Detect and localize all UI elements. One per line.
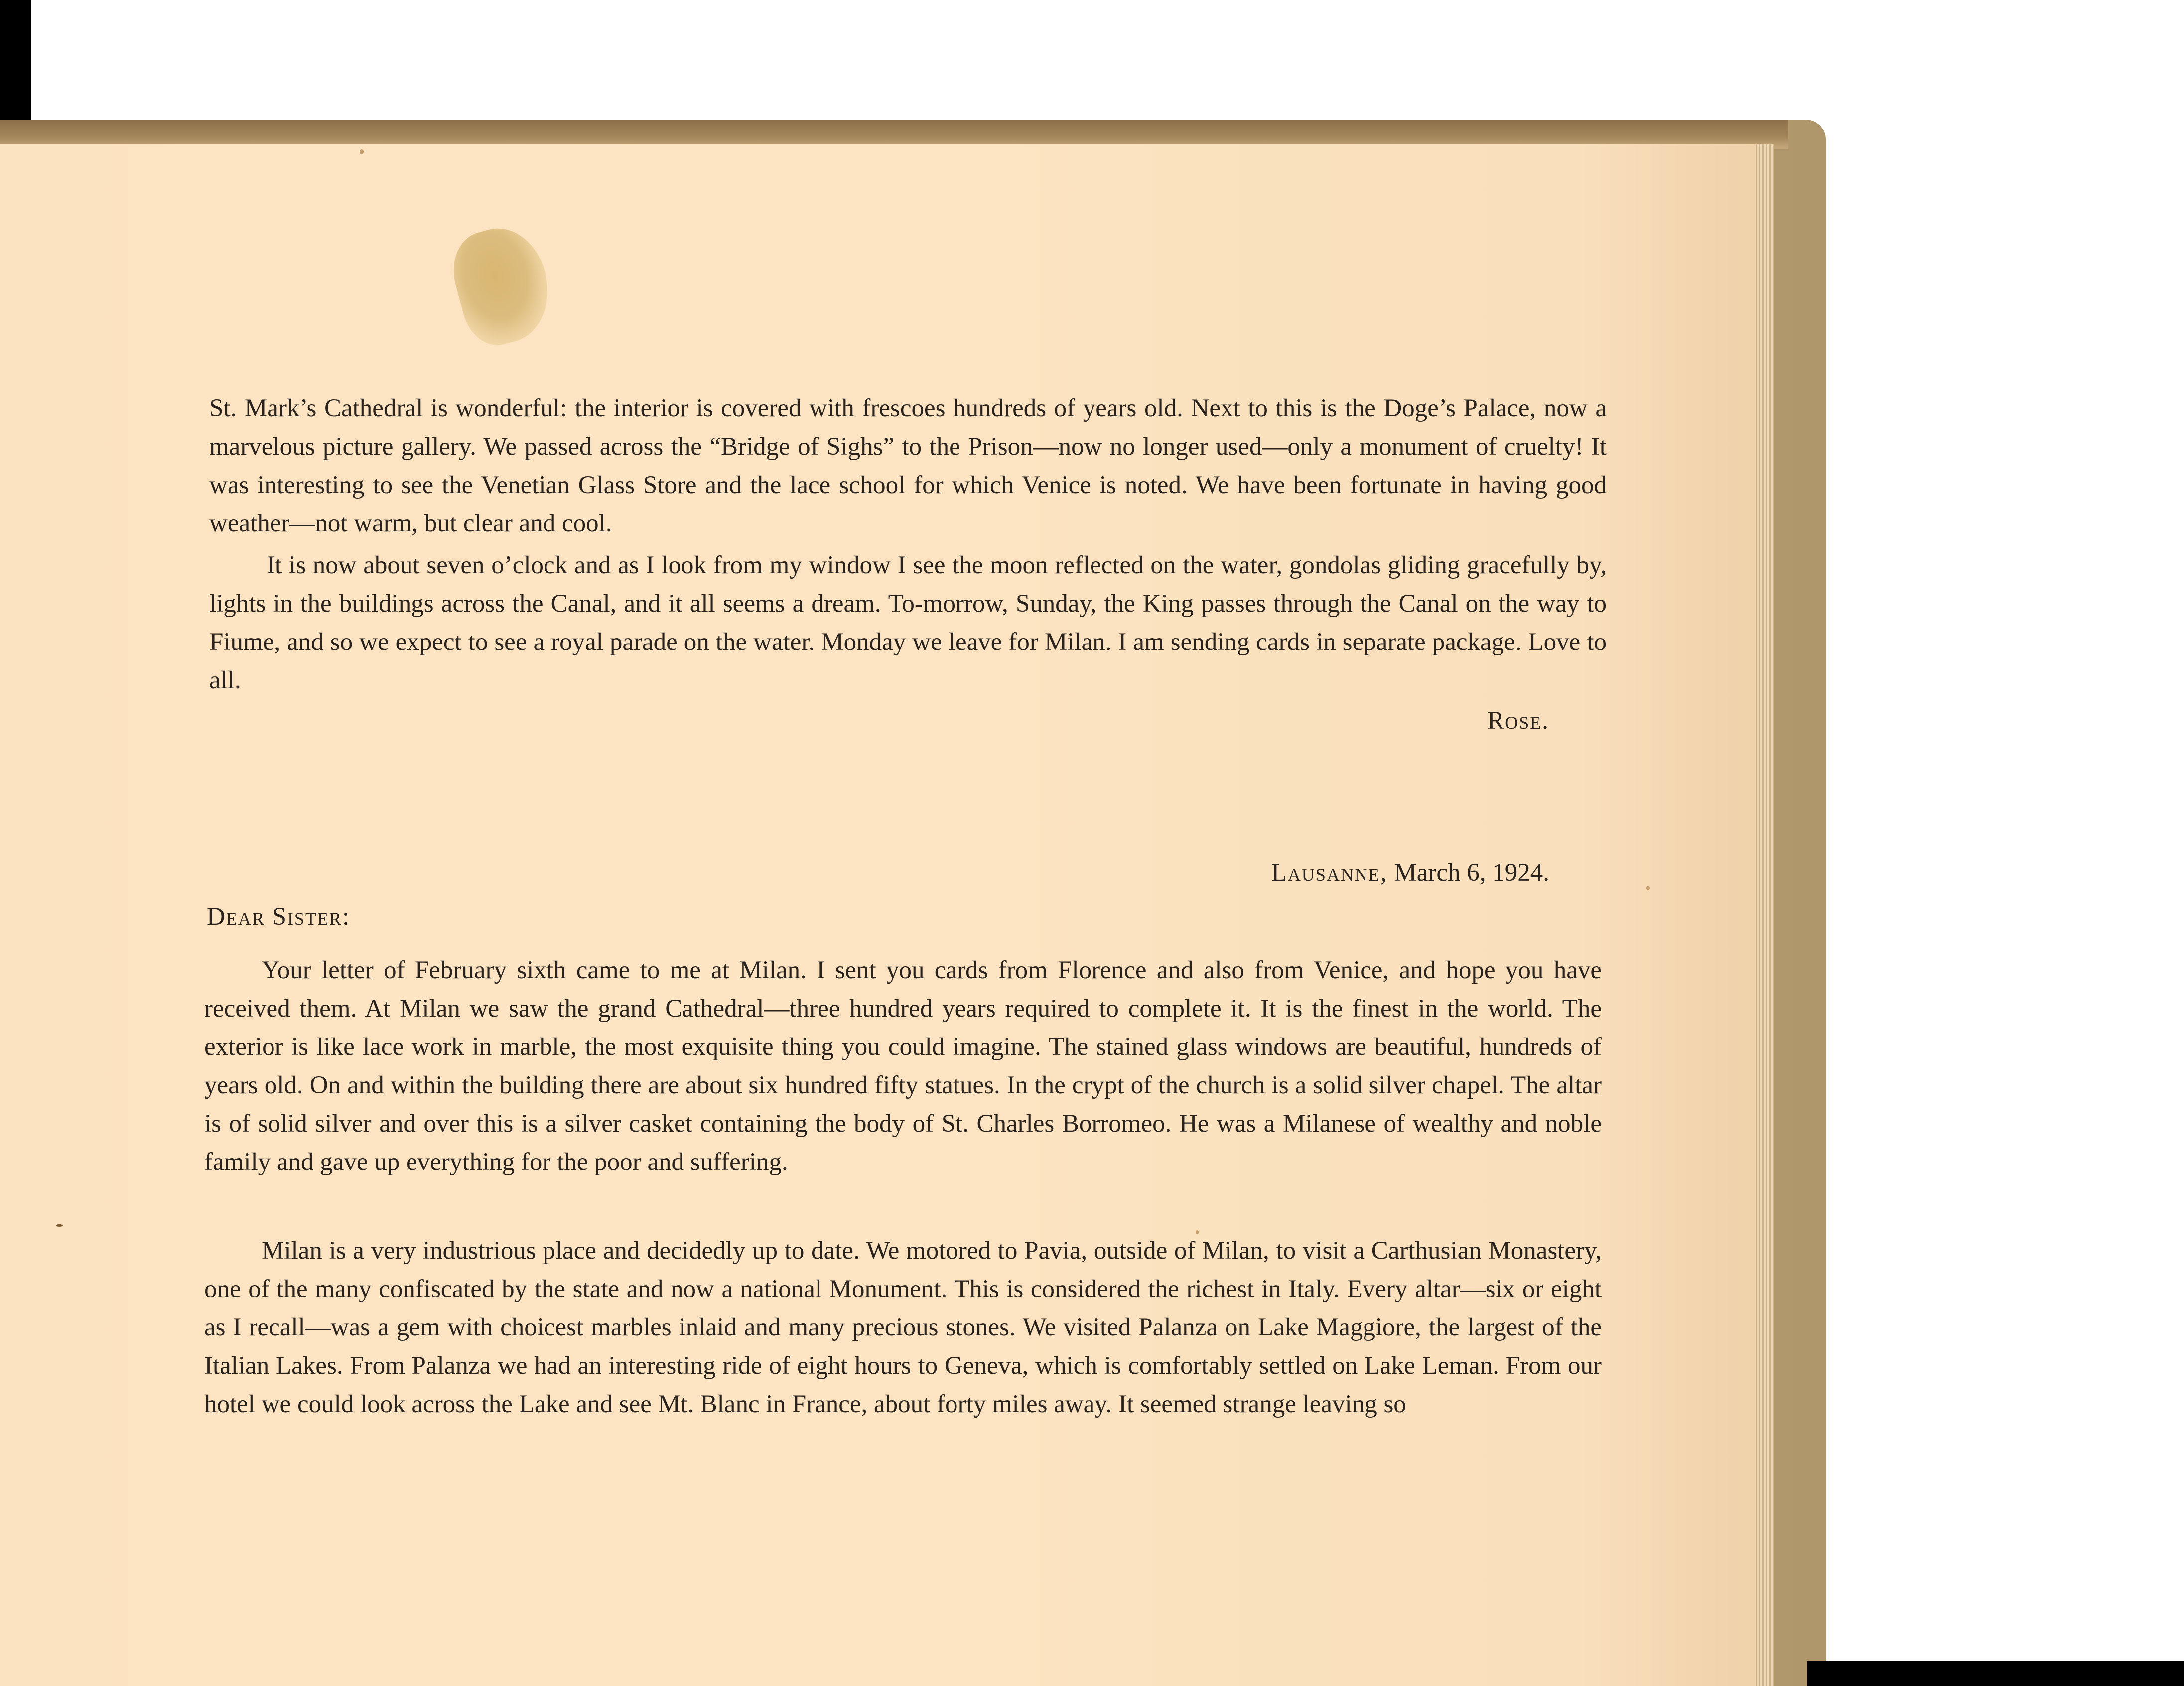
dateline-place: Lausanne, <box>1271 859 1388 887</box>
letter-2-paragraph-1 <box>204 951 1602 1181</box>
paper-speck <box>360 149 364 154</box>
salutation: Dear Sister: <box>207 903 351 931</box>
paragraph-text: It is now about seven o’clock and as I look from my window I see the moon reflected on the water, gondolas gliding gracefully by, lights in the buildings across the Canal, and it all seems a dream. To-morrow, Sunday, the King passes through the Canal on the way to Fiume, and so we expect to see a royal parade on the water. Monday we leave for Milan. I am sending cards in separate package. Love to all. <box>209 551 1607 694</box>
letter-2-paragraph-2 <box>204 1232 1602 1424</box>
dateline-date: March 6, 1924. <box>1394 859 1549 887</box>
paper-speck <box>1646 886 1650 890</box>
paragraph-text: St. Mark’s Cathedral is wonderful: the interior is covered with frescoes hundreds of years old. Next to this is the Doge’s Palace, now a marvelous picture gallery. We passed across the “Bridge of Sighs” to the Prison—now no longer used—only a monument of cruelty! It was interesting to see the Venetian Glass Store and the lace school for which Venice is noted. We have been fortunate in having good weather—not warm, but clear and cool. <box>209 394 1607 537</box>
paragraph-text: Milan is a very industrious place and decidedly up to date. We motored to Pavia, outside of Milan, to visit a Carthusian Monastery, one of the many confiscated by the state and now a national Monument. This is considered the richest in Italy. Every altar—six or eight as I recall—was a gem with choicest marbles inlaid and many precious stones. We visited Palanza on Lake Maggiore, the largest of the Italian Lakes. From Palanza we had an interesting ride of eight hours to Geneva, which is comfortably settled on Lake Leman. From our hotel we could look across the Lake and see Mt. Blanc in France, about forty miles away. It seemed strange leaving so <box>204 1237 1602 1418</box>
scan-background-top <box>0 0 31 125</box>
paragraph-text: Your letter of February sixth came to me at Milan. I sent you cards from Florence and also from Venice, and hope you have received them. At Milan we saw the grand Cathedral—three hundred years required to complete it. It is the finest in the world. The exterior is like lace work in marble, the most exquisite thing you could imagine. The stained glass windows are beautiful, hundreds of years old. On and within the building there are about six hundred fifty statues. In the crypt of the church is a solid silver chapel. The altar is of solid silver and over this is a silver casket containing the body of St. Charles Borromeo. He was a Milanese of wealthy and noble family and gave up everything for the poor and suffering. <box>204 956 1602 1176</box>
signature: Rose. <box>1487 707 1549 735</box>
scan-background-bottom <box>1807 1661 2184 1686</box>
paper-speck <box>56 1224 63 1227</box>
letter-1-paragraph-2 <box>209 546 1607 700</box>
letter-1-paragraph-1 <box>209 389 1607 543</box>
dateline <box>1146 858 1549 887</box>
